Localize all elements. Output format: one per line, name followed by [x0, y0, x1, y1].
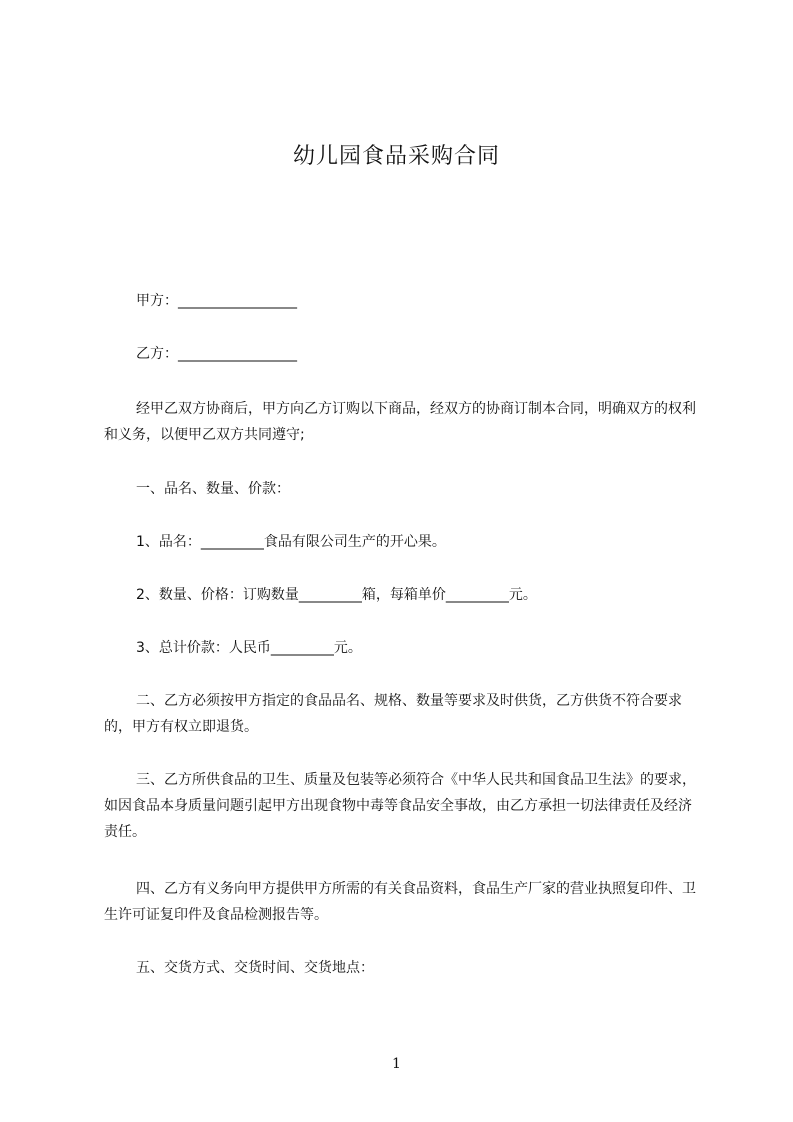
section-3-paragraph: 三、乙方所供食品的卫生、质量及包装等必须符合《中华人民共和国食品卫生法》的要求，如因食品本身质量问题引起甲方出现食物中毒等食品安全事故，由乙方承担一切法律责任及经济责任。	[104, 772, 696, 840]
section-4-paragraph: 四、乙方有义务向甲方提供甲方所需的有关食品资料，食品生产厂家的营业执照复印件、卫生许可证复印件及食品检测报告等。	[104, 881, 696, 923]
section-1-heading: 一、品名、数量、价款：	[136, 481, 290, 497]
section-2-paragraph: 二、乙方必须按甲方指定的食品品名、规格、数量等要求及时供货，乙方供货不符合要求的，甲方有权立即退货。	[104, 693, 682, 735]
document-title: 幼儿园食品采购合同	[292, 144, 500, 169]
section-5-heading: 五、交货方式、交货时间、交货地点：	[136, 960, 374, 976]
item-1-line: 1、品名：_________食品有限公司生产的开心果。	[136, 534, 446, 550]
party-b-line: 乙方：_________________	[136, 346, 297, 362]
item-2-line: 2、数量、价格：订购数量_________箱，每箱单价_________元。	[136, 587, 537, 603]
intro-paragraph: 经甲乙双方协商后，甲方向乙方订购以下商品，经双方的协商订制本合同，明确双方的权利和义务，以便甲乙双方共同遵守;	[104, 401, 696, 443]
party-a-line: 甲方：_________________	[136, 293, 297, 309]
page-number: 1	[392, 1056, 401, 1072]
item-3-line: 3、总计价款：人民币_________元。	[136, 640, 362, 656]
